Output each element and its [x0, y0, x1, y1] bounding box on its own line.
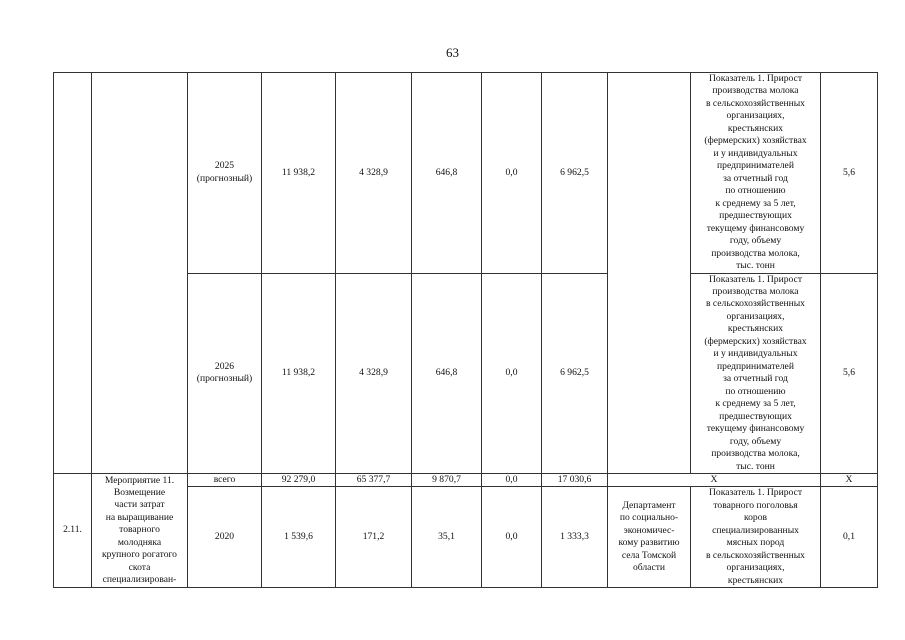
- year-cell: всего: [188, 474, 262, 487]
- other-cell: 6 962,5: [542, 273, 608, 474]
- regional-cell: 646,8: [412, 73, 482, 274]
- indicator-value-cell: 0,1: [821, 487, 878, 588]
- other-cell: 1 333,3: [542, 487, 608, 588]
- federal-cell: 65 377,7: [336, 474, 412, 487]
- other-cell: 17 030,6: [542, 474, 608, 487]
- indicator-text: Показатель 1. Прирост производства молока в сельскохозяйственных организациях, крестьянских (фермерских) хозяйствах и у индивидуальных предпринимателей за отчетный год по отношению к среднему за 5 лет, предшествующих текущему финансовому году, объему производства молока, тыс. тонн: [704, 73, 807, 272]
- indicator-value-cell: 5,6: [821, 273, 878, 474]
- program-table: [53, 72, 878, 588]
- federal-cell: 171,2: [336, 487, 412, 588]
- table-row: [54, 474, 878, 487]
- local-cell: 0,0: [482, 474, 542, 487]
- year-text: 2026 (прогнозный): [196, 360, 253, 385]
- indicator-value-cell: 5,6: [821, 73, 878, 274]
- indicator-cell: [691, 273, 821, 474]
- total-cell: 11 938,2: [262, 73, 336, 274]
- executor-cell: [608, 73, 691, 474]
- row-number-cell: [54, 73, 92, 474]
- local-cell: 0,0: [482, 73, 542, 274]
- merged-mark-cell: X: [608, 474, 821, 487]
- total-cell: 11 938,2: [262, 273, 336, 474]
- year-text: 2025 (прогнозный): [196, 160, 253, 184]
- local-cell: 0,0: [482, 273, 542, 474]
- year-cell: [188, 73, 262, 274]
- indicator-text: Показатель 1. Прирост производства молока в сельскохозяйственных организациях, крестьянских (фермерских) хозяйствах и у индивидуальных предпринимателей за отчетный год по отношению к среднему за 5 лет, предшествующих текущему финансовому году, объему производства молока, тыс. тонн: [704, 273, 807, 472]
- executor-text: Департамент по социально- экономичес- кому развитию села Томской области: [618, 499, 680, 574]
- activity-name-cell: [92, 73, 188, 474]
- federal-cell: 4 328,9: [336, 73, 412, 274]
- activity-name-cell: [92, 474, 188, 588]
- other-cell: 6 962,5: [542, 73, 608, 274]
- regional-cell: 646,8: [412, 273, 482, 474]
- indicator-cell: [691, 487, 821, 588]
- total-cell: 92 279,0: [262, 474, 336, 487]
- indicator-text: Показатель 1. Прирост товарного поголовья коров специализированных мясных пород в сельскохозяйственных организациях, крестьянских: [706, 487, 805, 586]
- executor-cell: [608, 487, 691, 588]
- indicator-value-cell: X: [821, 474, 878, 487]
- indicator-cell: [691, 73, 821, 274]
- row-number-cell: 2.11.: [54, 474, 92, 588]
- local-cell: 0,0: [482, 487, 542, 588]
- federal-cell: 4 328,9: [336, 273, 412, 474]
- table-row: [54, 73, 878, 274]
- regional-cell: 9 870,7: [412, 474, 482, 487]
- year-cell: 2020: [188, 487, 262, 588]
- year-cell: [188, 273, 262, 474]
- regional-cell: 35,1: [412, 487, 482, 588]
- page-number: 63: [446, 45, 459, 60]
- activity-name-text: Мероприятие 11. Возмещение части затрат на выращивание товарного молодняка крупного рогатого скота специализирован-: [102, 474, 177, 586]
- total-cell: 1 539,6: [262, 487, 336, 588]
